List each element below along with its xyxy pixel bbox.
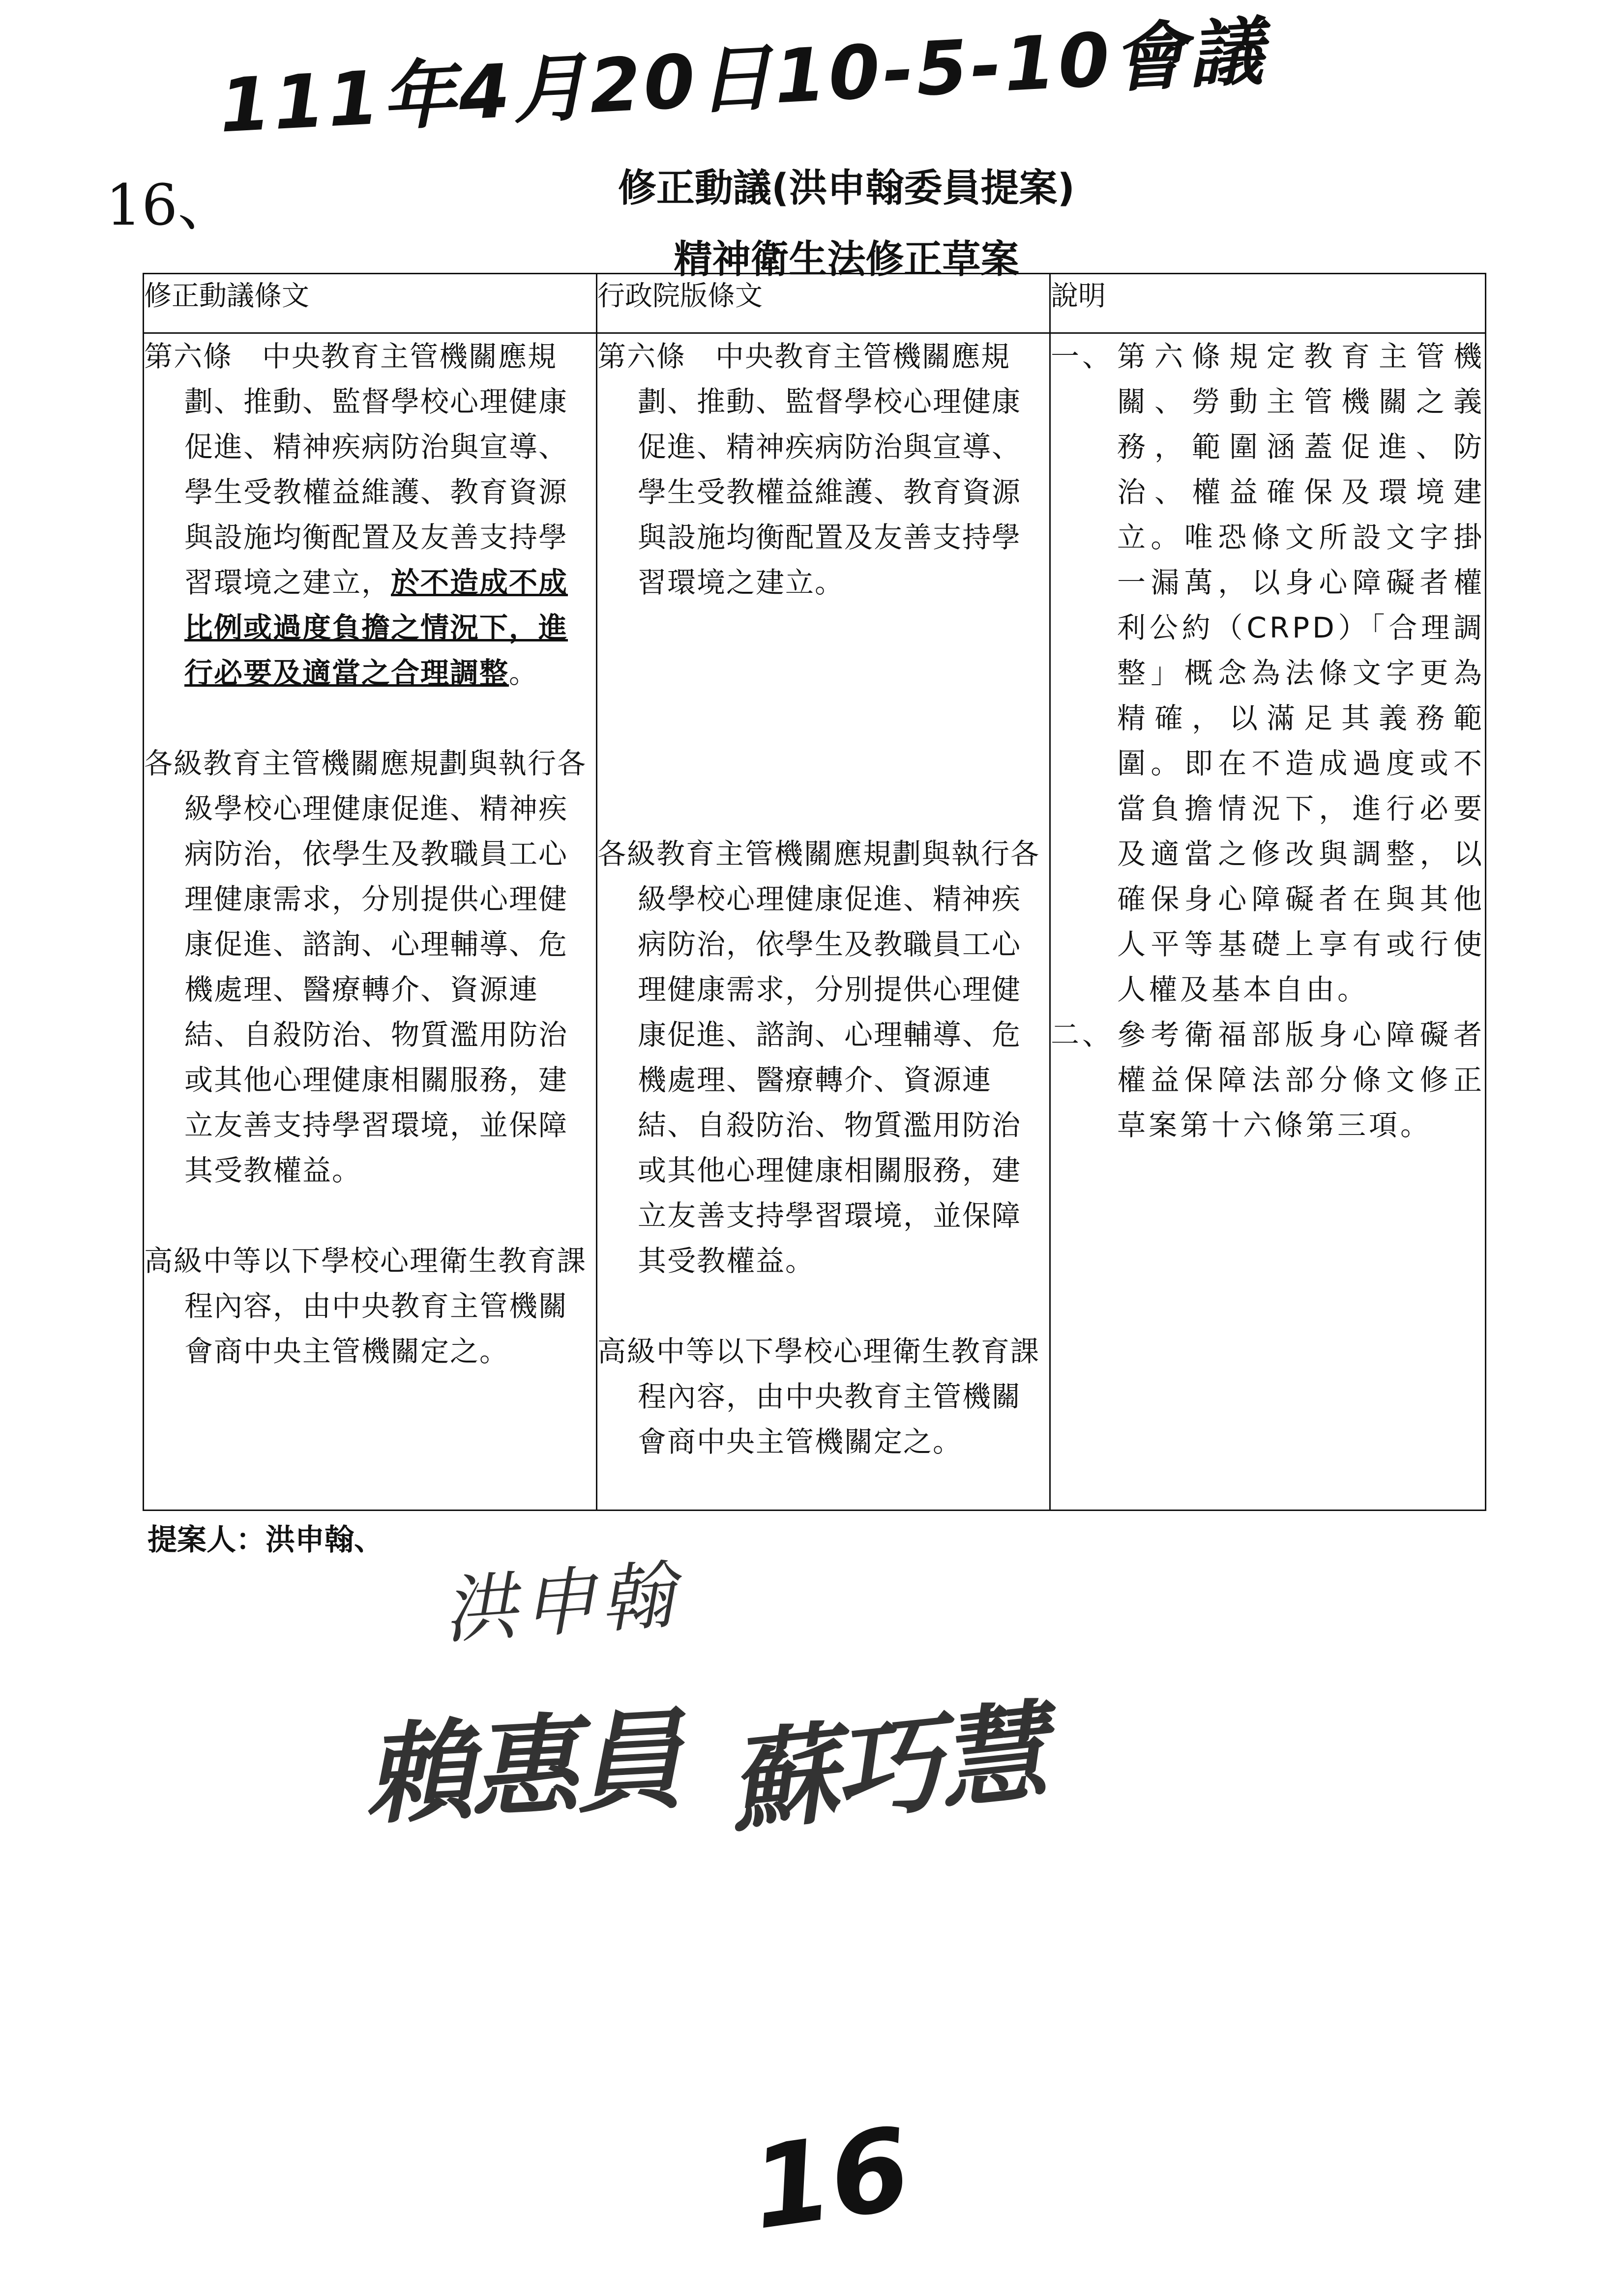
comparison-table <box>143 273 1486 1511</box>
explanation-text: 第六條規定教育主管機關、勞動主管機關之義務，範圍涵蓋促進、防治、權益確保及環境建立。唯恐條文所設文字掛一漏萬，以身心障礙者權利公約（CRPD）「合理調整」概念為法條文字更為精確，以滿足其義務範圍。即在不造成過度或不當負擔情況下，進行必要及適當之修改與調整，以確保身心障礙者在與其他人平等基礎上享有或行使人權及基本自由。 <box>1117 340 1485 1006</box>
signature-1: 洪申翰 <box>440 1552 682 1655</box>
header-amendment: 修正動議條文 <box>144 274 597 333</box>
bill-title: 精神衛生法修正草案 <box>674 237 1019 282</box>
executive-cell <box>597 333 1050 1511</box>
explanation-item <box>1051 334 1485 1012</box>
handwritten-meeting-note: 111年4月20日10-5-10會議 <box>217 9 1268 149</box>
proposer-label: 提案人：洪申翰、 <box>148 1523 384 1557</box>
table-body-row <box>144 333 1486 1511</box>
executive-paragraph-2: 各級教育主管機關應規劃與執行各級學校心理健康促進、精神疾病防治，依學生及教職員工心理健康需求，分別提供心理健康促進、諮詢、心理輔導、危機處理、醫療轉介、資源連結、自殺防治、物質濫用防治或其他心理健康相關服務，建立友善支持學習環境，並保障其受教權益。 <box>597 837 1040 1278</box>
motion-title: 修正動議(洪申翰委員提案) <box>618 166 1075 210</box>
header-explanation: 說明 <box>1050 274 1486 333</box>
executive-paragraph-3: 高級中等以下學校心理衛生教育課程內容，由中央教育主管機關會商中央主管機關定之。 <box>597 1335 1040 1458</box>
amended-text: 於不造成不成比例或過度負擔之情況下，進行必要及適當之合理調整 <box>184 566 568 690</box>
header-executive: 行政院版條文 <box>597 274 1050 333</box>
explanation-item <box>1051 1012 1485 1148</box>
item-number: 16、 <box>106 173 235 238</box>
signature-2: 賴惠員 <box>361 1697 683 1839</box>
explanation-number: 二、 <box>1051 1018 1114 1051</box>
amendment-paragraph-1: 第六條 中央教育主管機關應規劃、推動、監督學校心理健康促進、精神疾病防治與宣導、學生受教權益維護、教育資源與設施均衡配置及友善支持學習環境之建立，於不造成不成比例或過度負擔之情況下，進行必要及適當之合理調整。 <box>144 340 568 690</box>
executive-paragraph-1: 第六條 中央教育主管機關應規劃、推動、監督學校心理健康促進、精神疾病防治與宣導、學生受教權益維護、教育資源與設施均衡配置及友善支持學習環境之建立。 <box>597 340 1022 599</box>
amendment-paragraph-3: 高級中等以下學校心理衛生教育課程內容，由中央教育主管機關會商中央主管機關定之。 <box>144 1244 587 1368</box>
handwritten-page-number: 16 <box>743 2103 918 2255</box>
explanation-number: 一、 <box>1051 340 1114 373</box>
explanation-text: 參考衛福部版身心障礙者權益保障法部分條文修正草案第十六條第三項。 <box>1117 1018 1485 1142</box>
table-header-row <box>144 274 1486 333</box>
amendment-paragraph-2: 各級教育主管機關應規劃與執行各級學校心理健康促進、精神疾病防治，依學生及教職員工心理健康需求，分別提供心理健康促進、諮詢、心理輔導、危機處理、醫療轉介、資源連結、自殺防治、物質濫用防治或其他心理健康相關服務，建立友善支持學習環境，並保障其受教權益。 <box>144 747 587 1187</box>
signature-3: 蘇巧慧 <box>723 1689 1050 1847</box>
amendment-cell <box>144 333 597 1511</box>
explanation-cell <box>1050 333 1486 1511</box>
